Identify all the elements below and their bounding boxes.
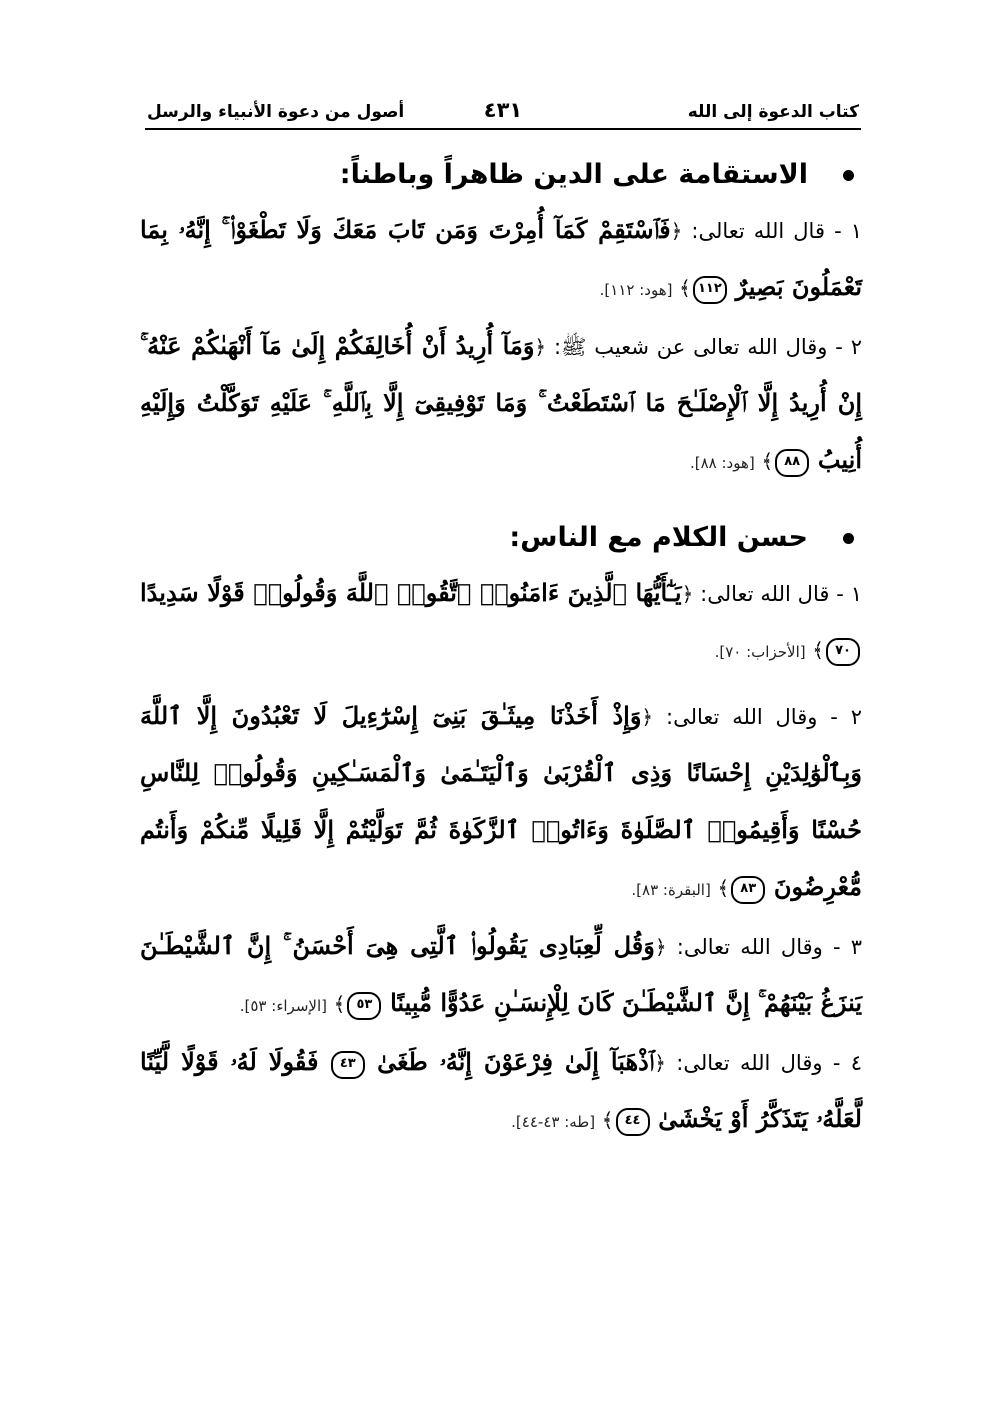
- section-heading: [140, 513, 862, 563]
- header-divider: [145, 128, 861, 130]
- ayah-number: ٧٠: [826, 638, 860, 666]
- verse-reference: [هود: ٨٨].: [689, 454, 755, 472]
- open-bracket: ﴿: [534, 335, 547, 359]
- verse-reference: [هود: ١١٢].: [599, 281, 673, 299]
- verse-reference: [طه: ٤٣-٤٤].: [511, 1113, 596, 1131]
- ayah-number: ٨٨: [775, 449, 809, 477]
- item-number: ٤ -: [832, 1051, 862, 1075]
- verse-reference: [البقرة: ٨٣].: [631, 881, 711, 899]
- close-bracket: ﴾: [717, 876, 730, 900]
- close-bracket: ﴾: [761, 449, 774, 473]
- chapter-title: أصول من دعوة الأنبياء والرسل: [147, 102, 405, 122]
- section-heading: [140, 150, 862, 200]
- ayah-number: ١١٢: [693, 276, 727, 304]
- ayah-number: ٤٣: [331, 1051, 365, 1079]
- item-intro: وقال الله تعالى عن شعيب ﷺ:: [553, 335, 828, 359]
- ayah-number: ٥٣: [347, 992, 381, 1020]
- verse-item: [140, 1034, 862, 1150]
- item-intro: قال الله تعالى:: [700, 582, 830, 606]
- close-bracket: ﴾: [333, 992, 346, 1016]
- item-intro: قال الله تعالى:: [691, 219, 825, 243]
- ayah-number: ٤٤: [616, 1108, 650, 1136]
- verse-item: [140, 318, 862, 491]
- open-bracket: ﴿: [654, 1051, 666, 1075]
- close-bracket: ﴾: [601, 1108, 614, 1132]
- running-header: [147, 98, 859, 128]
- item-number: ١ -: [834, 219, 862, 243]
- quran-text: وَقُل لِّعِبَادِى يَقُولُوا۟ ٱلَّتِى هِىَ أَحْسَنُ ۚ إِنَّ ٱلشَّيْطَـٰنَ يَنزَغُ بَيْنَهُمْ ۚ إِنَّ ٱلشَّيْطَـٰنَ كَانَ لِلْإِنسَـٰنِ عَدُوًّا مُّبِينًا: [140, 931, 862, 1017]
- section-heading-text: الاستقامة على الدين ظاهراً وباطناً:: [339, 159, 808, 190]
- verse-reference: [الإسراء: ٥٣].: [239, 997, 327, 1015]
- page-body: [140, 150, 862, 1150]
- item-number: ٢ -: [835, 335, 862, 359]
- book-title: كتاب الدعوة إلى الله: [687, 102, 859, 122]
- item-intro: وقال الله تعالى:: [676, 935, 823, 959]
- open-bracket: ﴿: [681, 582, 694, 606]
- verse-reference: [الأحزاب: ٧٠].: [714, 643, 806, 661]
- item-number: ٣ -: [832, 935, 863, 959]
- quran-text: ٱذْهَبَآ إِلَىٰ فِرْعَوْنَ إِنَّهُۥ طَغَىٰ: [377, 1047, 655, 1076]
- quran-text: وَمَآ أُرِيدُ أَنْ أُخَالِفَكُمْ إِلَىٰ مَآ أَنْهَىٰكُمْ عَنْهُ ۚ إِنْ أُرِيدُ إِلَّا ٱلْإِصْلَـٰحَ مَا ٱسْتَطَعْتُ ۚ وَمَا تَوْفِيقِىٓ إِلَّا بِٱللَّهِ ۚ عَلَيْهِ تَوَكَّلْتُ وَإِلَيْهِ أُنِيبُ: [140, 331, 862, 474]
- item-number: ١ -: [836, 582, 862, 606]
- item-intro: وقال الله تعالى:: [676, 1051, 823, 1075]
- quran-text: يَـٰٓأَيُّهَا ٱلَّذِينَ ءَامَنُوا۟ ٱتَّقُوا۟ ٱللَّهَ وَقُولُوا۟ قَوْلًا سَدِيدًا: [140, 578, 682, 607]
- quran-text-continued: فَقُولَا لَهُۥ قَوْلًا لَّيِّنًا لَّعَلَّهُۥ يَتَذَكَّرُ أَوْ يَخْشَىٰ: [140, 1047, 862, 1133]
- item-intro: وقال الله تعالى:: [666, 705, 818, 729]
- bullet-icon: [843, 170, 854, 181]
- close-bracket: ﴾: [679, 276, 691, 300]
- quran-text: وَإِذْ أَخَذْنَا مِيثَـٰقَ بَنِىٓ إِسْرَٰٓءِيلَ لَا تَعْبُدُونَ إِلَّا ٱللَّهَ وَبِٱلْوَٰلِدَيْنِ إِحْسَانًا وَذِى ٱلْقُرْبَىٰ وَٱلْيَتَـٰمَىٰ وَٱلْمَسَـٰكِينِ وَقُولُوا۟ لِلنَّاسِ حُسْنًا وَأَقِيمُوا۟ ٱلصَّلَوٰةَ وَءَاتُوا۟ ٱلزَّكَوٰةَ ثُمَّ تَوَلَّيْتُمْ إِلَّا قَلِيلًا مِّنكُمْ وَأَنتُم مُّعْرِضُونَ: [140, 701, 862, 901]
- open-bracket: ﴿: [670, 219, 683, 243]
- verse-item: [140, 565, 862, 680]
- open-bracket: ﴿: [654, 935, 667, 959]
- verse-item: [140, 202, 862, 318]
- open-bracket: ﴿: [641, 705, 654, 729]
- verse-item: [140, 918, 862, 1034]
- page-number: ٤٣١: [483, 98, 523, 122]
- ayah-number: ٨٣: [731, 876, 765, 904]
- item-number: ٢ -: [830, 705, 862, 729]
- bullet-icon: [843, 533, 854, 544]
- verse-item: [140, 688, 862, 918]
- section-heading-text: حسن الكلام مع الناس:: [509, 522, 808, 553]
- close-bracket: ﴾: [812, 638, 824, 662]
- quran-text: فَٱسْتَقِمْ كَمَآ أُمِرْتَ وَمَن تَابَ مَعَكَ وَلَا تَطْغَوْا۟ ۚ إِنَّهُۥ بِمَا تَعْمَلُونَ بَصِيرٌ: [140, 215, 862, 301]
